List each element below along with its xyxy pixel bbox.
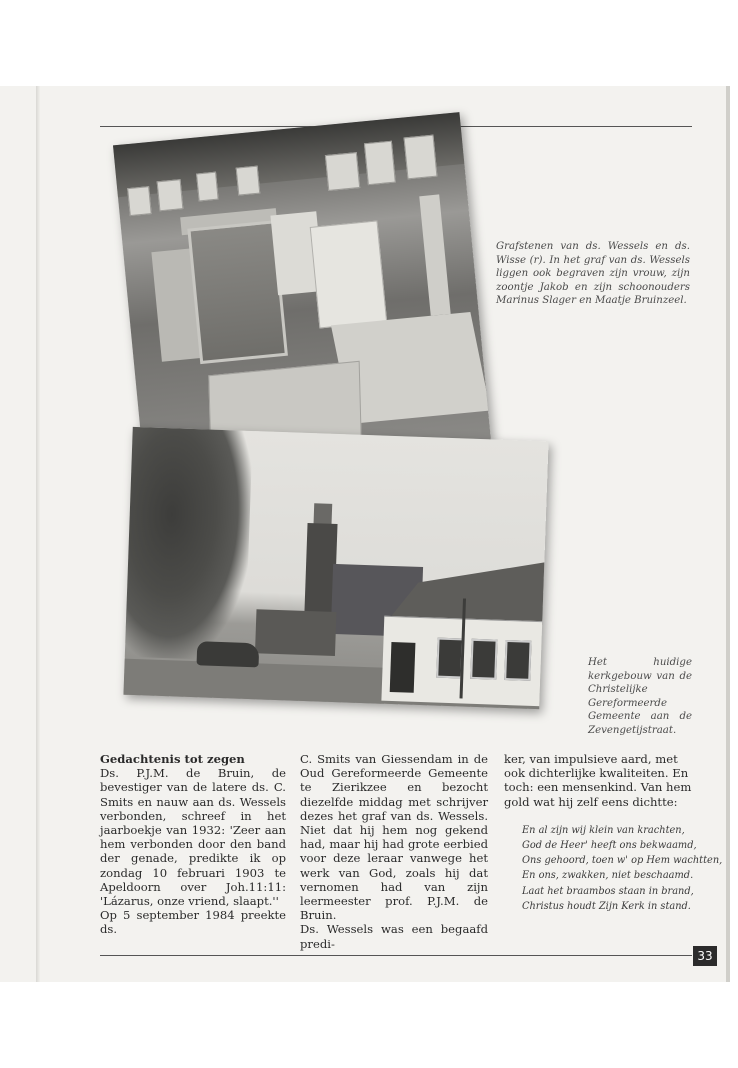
col2-paragraph-1: C. Smits van Giessendam in de Oud Gereformeerde Gemeente te Zierikzee en bezocht diezelfde middag met schrijver dezes het graf van ds. Wessels. Niet dat hij hem nog gekend had, maar hij had grote eerbied voor deze leraar vanwege het werk van God, zoals hij dat vernomen had van zijn leermeester prof. P.J.M. de Bruin. xyxy=(300,752,488,923)
article-heading: Gedachtenis tot zegen xyxy=(100,752,245,766)
article-column-3 xyxy=(504,752,723,914)
poem-line: Ons gehoord, toen w' op Hem wachtten, xyxy=(522,855,723,867)
page-right-edge xyxy=(726,86,730,982)
poem-line: Laat het braambos staan in brand, xyxy=(522,885,694,897)
poem-line: God de Heer' heeft ons bekwaamd, xyxy=(522,840,697,852)
col1-paragraph-1: Ds. P.J.M. de Bruin, de bevestiger van de latere ds. C. Smits en nauw aan ds. Wessels verbonden, schreef in het jaarboekje van 1932: 'Zeer aan hem verbonden door den band der genade, predikte ik op zondag 10 februari 1903 te Apeldoorn over Joh.11:11: 'Lázarus, onze vriend, slaapt.'' xyxy=(100,766,286,909)
photo1-caption: Grafstenen van ds. Wessels en ds. Wisse (r). In het graf van ds. Wessels liggen ook begraven zijn vrouw, zijn zoontje Jakob en zijn schoonouders Marinus Slager en Maatje Bruinzeel. xyxy=(496,241,690,307)
col3-paragraph-1: ker, van impulsieve aard, met ook dichterlijke kwaliteiten. En toch: een mensenkind. Van hem gold wat hij zelf eens dichtte: xyxy=(504,752,692,809)
article-column-1 xyxy=(100,752,286,937)
col2-paragraph-2: Ds. Wessels was een begaafd predi- xyxy=(300,922,488,951)
poem-line: Christus houdt Zijn Kerk in stand. xyxy=(522,900,691,912)
poem-line: En ons, zwakken, niet beschaamd. xyxy=(522,870,694,882)
wisse-gravestone xyxy=(310,220,387,328)
col1-paragraph-2: Op 5 september 1984 preekte ds. xyxy=(100,908,286,937)
article-column-2 xyxy=(300,752,488,951)
poem xyxy=(522,823,723,914)
page-binding-edge xyxy=(36,86,40,982)
church-photo xyxy=(123,427,548,709)
bottom-rule xyxy=(100,955,692,956)
photo2-caption: Het huidige kerkgebouw van de Christelijke Gereformeerde Gemeente aan de Zevengetijstraat. xyxy=(588,657,692,736)
page-number: 33 xyxy=(693,946,717,966)
poem-line: En al zijn wij klein van krachten, xyxy=(522,824,685,836)
gravestones-photo xyxy=(113,112,491,474)
